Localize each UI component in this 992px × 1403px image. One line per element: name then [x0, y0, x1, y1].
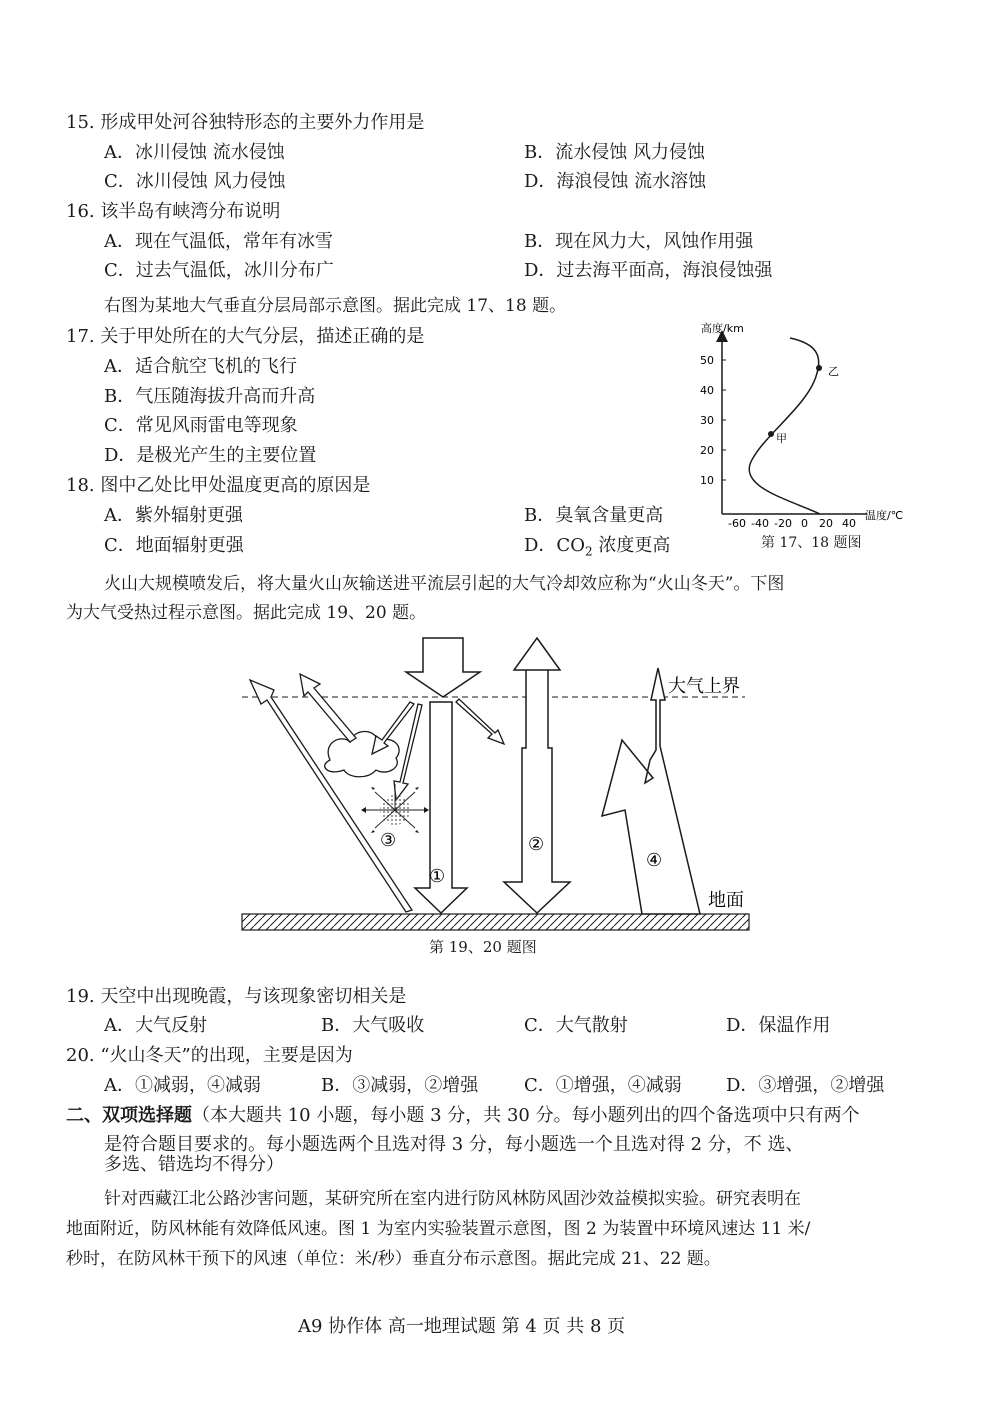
atmosphere-heating-figure — [230, 630, 760, 960]
y-tick-40: 40 — [700, 384, 714, 397]
q20-option-b: B．③减弱，②增强 — [321, 1075, 479, 1096]
ground-surface — [242, 914, 749, 930]
point-yi-label: 乙 — [828, 365, 839, 378]
section2-line1: （本大题共 10 小题，每小题 3 分，共 30 分。每小题列出的四个备选项中只有两个 — [192, 1105, 860, 1126]
temperature-curve — [749, 338, 820, 514]
y-tick-30: 30 — [700, 414, 714, 427]
q16-option-a: A．现在气温低，常年有冰雪 — [104, 231, 333, 252]
q15-option-d: D．海浪侵蚀 流水溶蚀 — [524, 171, 707, 192]
q19-option-a: A．大气反射 — [104, 1015, 207, 1036]
arrow-2-head — [514, 638, 560, 670]
point-jia-label: 甲 — [776, 432, 787, 445]
section2-line3: 多选、错选均不得分） — [104, 1154, 284, 1175]
fig17-caption: 第 17、18 题图 — [761, 535, 862, 551]
y-tick-50: 50 — [700, 354, 714, 367]
q15-option-b: B．流水侵蚀 风力侵蚀 — [524, 142, 705, 163]
section2-header — [66, 1105, 860, 1127]
q18-option-c: C．地面辐射更强 — [104, 535, 244, 556]
point-yi-marker — [816, 365, 822, 371]
section2-line2: 是符合题目要求的。每小题选两个且选对得 3 分，每小题选一个且选对得 2 分，不 选、 — [104, 1134, 804, 1155]
arrow-4-label: ④ — [646, 850, 663, 871]
intro-21-22-line3: 秒时，在防风林干预下的风速（单位：米/秒）垂直分布示意图。据此完成 21、22 题。 — [66, 1249, 721, 1269]
q17-option-a: A．适合航空飞机的飞行 — [104, 356, 297, 377]
q19-stem: 19. 天空中出现晚霞，与该现象密切相关是 — [66, 986, 407, 1007]
q16-option-b: B．现在风力大，风蚀作用强 — [524, 231, 754, 252]
dust-particles-scatter — [361, 784, 429, 833]
q15-stem: 15. 形成甲处河谷独特形态的主要外力作用是 — [66, 112, 425, 133]
intro-21-22-line2: 地面附近，防风林能有效降低风速。图 1 为室内实验装置示意图，图 2 为装置中环境风速达 11 米/ — [66, 1219, 811, 1239]
q20-option-c: C．①增强，④减弱 — [524, 1075, 682, 1096]
q20-option-a: A．①减弱，④减弱 — [104, 1075, 261, 1096]
intro-19-20-line2: 为大气受热过程示意图。据此完成 19、20 题。 — [66, 603, 427, 623]
q20-stem: 20. “火山冬天”的出现，主要是因为 — [66, 1045, 353, 1066]
page-footer: A9 协作体 高一地理试题 第 4 页 共 8 页 — [298, 1316, 626, 1337]
section2-title: 二、双项选择题 — [66, 1105, 192, 1126]
scatter-right-arrow — [456, 699, 504, 744]
q19-option-b: B．大气吸收 — [321, 1015, 425, 1036]
arrow-1-label: ① — [429, 866, 446, 887]
x-axis-label: 温度/℃ — [865, 509, 904, 522]
arrow-4-counter-radiation — [602, 668, 700, 914]
top-of-atmosphere-label: 大气上界 — [668, 676, 740, 697]
q19-option-d: D．保温作用 — [726, 1015, 831, 1036]
atmosphere-layer-figure — [695, 318, 925, 558]
q18-option-d: D．$CO_2$ 浓度更高 — [524, 535, 671, 559]
q18-option-b: B．臭氧含量更高 — [524, 505, 664, 526]
q16-option-c: C．过去气温低，冰川分布广 — [104, 260, 334, 281]
y-tick-10: 10 — [700, 474, 714, 487]
arrow-2-label: ② — [528, 834, 545, 855]
x-tick-minus60: -60 — [728, 517, 746, 530]
q17-option-c: C．常见风雨雷电等现象 — [104, 415, 298, 436]
x-tick-minus40: -40 — [751, 517, 769, 530]
arrow-2-ground-radiation — [504, 668, 570, 913]
x-ticks — [728, 517, 856, 530]
q17-option-b: B．气压随海拔升高而升高 — [104, 386, 316, 407]
q18-option-a: A．紫外辐射更强 — [104, 505, 243, 526]
x-tick-minus20: -20 — [774, 517, 792, 530]
y-tick-20: 20 — [700, 444, 714, 457]
q16-option-d: D．过去海平面高，海浪侵蚀强 — [524, 260, 773, 281]
q15-option-c: C．冰川侵蚀 风力侵蚀 — [104, 171, 286, 192]
intro-21-22-line1: 针对西藏江北公路沙害问题，某研究所在室内进行防风林防风固沙效益模拟实验。研究表明在 — [104, 1189, 801, 1209]
q20-option-d: D．③增强，②增强 — [726, 1075, 885, 1096]
y-axis-label: 高度/km — [701, 322, 744, 335]
intro-19-20-line1: 火山大规模喷发后，将大量火山灰输送进平流层引起的大气冷却效应称为“火山冬天”。下图 — [104, 574, 785, 594]
q15-option-a: A．冰川侵蚀 流水侵蚀 — [104, 142, 285, 163]
x-tick-40: 40 — [842, 517, 856, 530]
x-tick-20: 20 — [819, 517, 833, 530]
intro-17-18: 右图为某地大气垂直分层局部示意图。据此完成 17、18 题。 — [104, 296, 567, 316]
scatter-3-label: ③ — [380, 830, 397, 851]
ground-label: 地面 — [708, 890, 744, 911]
cloud-reflection-arrow — [300, 674, 356, 742]
point-jia-marker — [768, 431, 774, 437]
q16-stem: 16. 该半岛有峡湾分布说明 — [66, 201, 281, 222]
fig19-caption: 第 19、20 题图 — [429, 938, 537, 956]
q19-option-c: C．大气散射 — [524, 1015, 628, 1036]
solar-radiation-arrow — [406, 638, 480, 697]
x-tick-0: 0 — [801, 517, 808, 530]
q18-stem: 18. 图中乙处比甲处温度更高的原因是 — [66, 475, 371, 496]
q17-stem: 17. 关于甲处所在的大气分层，描述正确的是 — [66, 326, 425, 347]
q17-option-d: D．是极光产生的主要位置 — [104, 445, 317, 466]
